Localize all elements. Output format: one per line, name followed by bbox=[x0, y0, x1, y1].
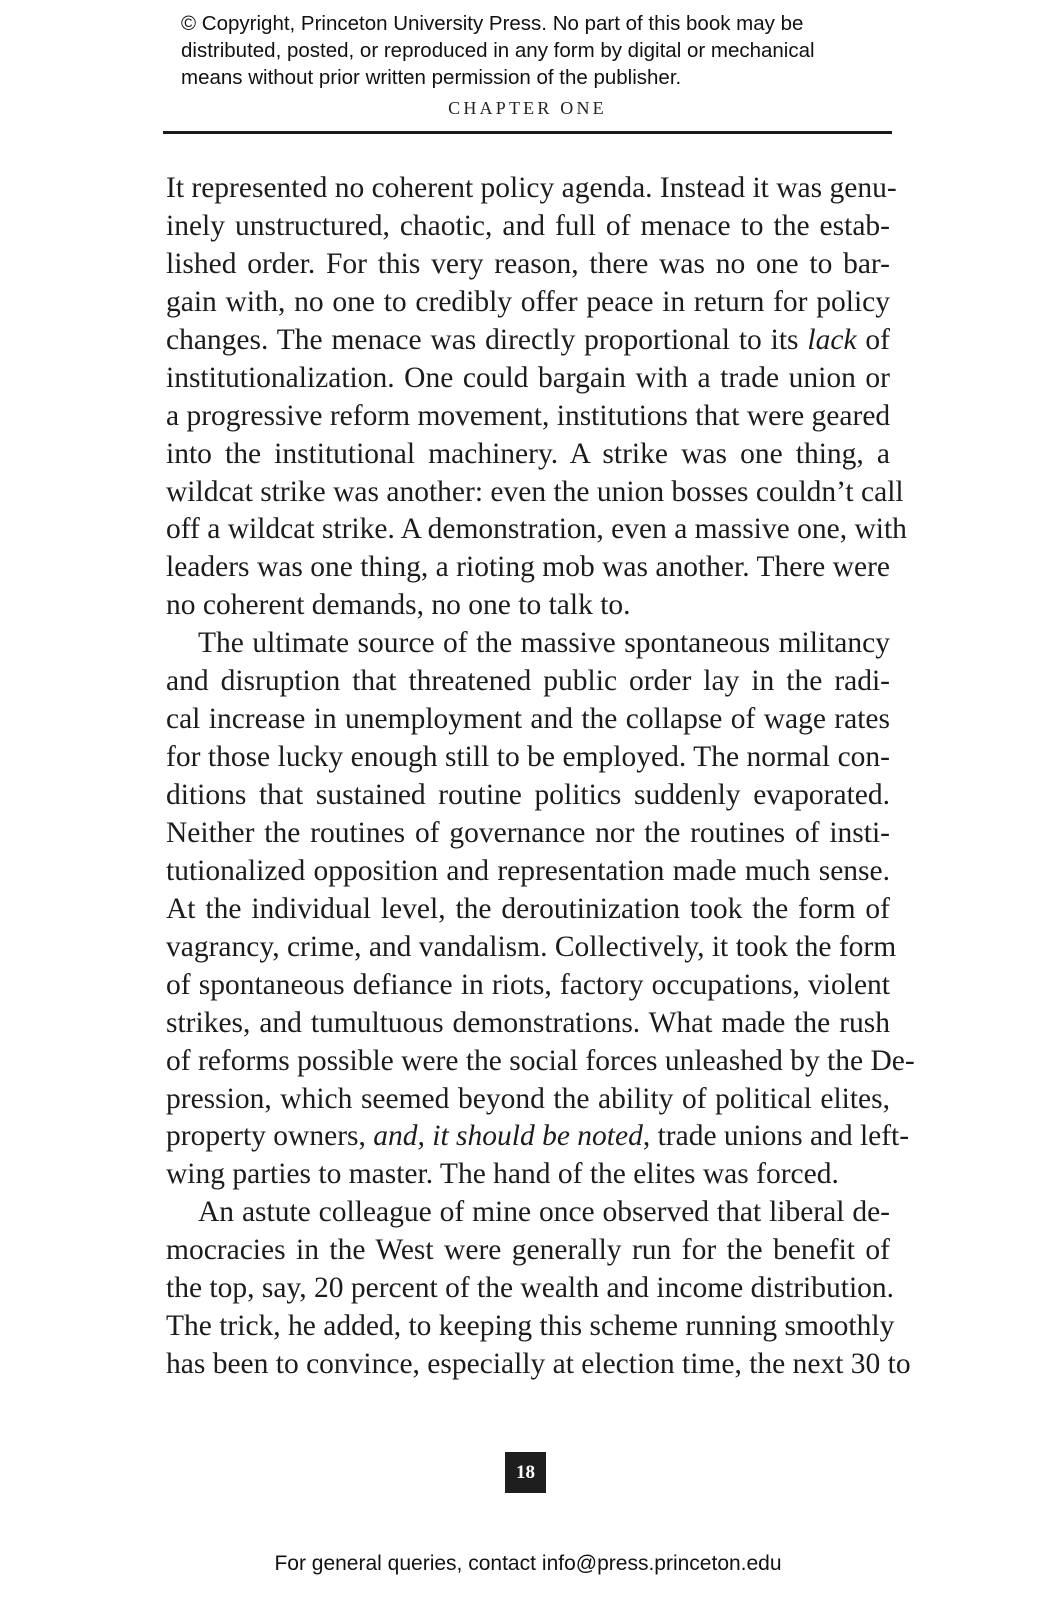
copyright-line: © Copyright, Princeton University Press. No part of this book may be bbox=[181, 12, 804, 35]
text-line: the top, say, 20 percent of the wealth and income distribution. bbox=[166, 1272, 895, 1305]
text-line bbox=[166, 322, 890, 360]
text-line: strikes, and tumultuous demonstrations. What made the rush bbox=[166, 1006, 890, 1039]
text-run: , trade unions and left- bbox=[642, 1120, 910, 1153]
text-run: property owners, bbox=[166, 1120, 374, 1153]
emphasis: lack bbox=[807, 323, 857, 356]
page-number: 18 bbox=[505, 1452, 546, 1493]
text-line: gain with, no one to credibly offer peace in return for policy bbox=[166, 285, 890, 318]
text-line: a progressive reform movement, institutions that were geared bbox=[166, 399, 891, 432]
text-line: into the institutional machinery. A strike was one thing, a bbox=[166, 437, 890, 470]
text-line: tutionalized opposition and representation made much sense. bbox=[166, 854, 890, 887]
text-line: The trick, he added, to keeping this scheme running smoothly bbox=[166, 1310, 895, 1343]
header-rule bbox=[163, 131, 892, 134]
text-line: off a wildcat strike. A demonstration, even a massive one, with bbox=[166, 513, 907, 546]
text-line: wing parties to master. The hand of the elites was forced. bbox=[166, 1158, 839, 1191]
paragraph-first-line: The ultimate source of the massive spontaneous militancy bbox=[198, 627, 890, 660]
text-line: vagrancy, crime, and vandalism. Collectively, it took the form bbox=[166, 930, 897, 963]
emphasis: and, it should be noted bbox=[373, 1120, 643, 1153]
text-run: changes. The menace was directly proportional to its bbox=[166, 323, 808, 356]
paragraph-first-line: An astute colleague of mine once observed that liberal de- bbox=[198, 1196, 890, 1229]
text-line: has been to convince, especially at election time, the next 30 to bbox=[166, 1348, 911, 1381]
text-line: It represented no coherent policy agenda. Instead it was genu- bbox=[166, 172, 897, 204]
copyright-line: means without prior written permission of the publisher. bbox=[181, 66, 682, 89]
running-head: CHAPTER ONE bbox=[448, 98, 607, 118]
text-line: At the individual level, the deroutinization took the form of bbox=[166, 892, 890, 925]
text-line: inely unstructured, chaotic, and full of menace to the estab- bbox=[166, 209, 890, 242]
body-text bbox=[166, 170, 915, 1384]
footer-text: For general queries, contact bbox=[274, 1552, 536, 1575]
contact-email-link[interactable]: info@press.princeton.edu bbox=[541, 1552, 782, 1575]
text-line: ditions that sustained routine politics suddenly evaporated. bbox=[166, 779, 890, 811]
text-run: of bbox=[856, 323, 890, 356]
footer-contact bbox=[0, 1552, 1050, 1576]
text-line: pression, which seemed beyond the ability of political elites, bbox=[166, 1082, 890, 1115]
text-line: of spontaneous defiance in riots, factory occupations, violent bbox=[166, 968, 890, 1001]
text-line: for those lucky enough still to be employed. The normal con- bbox=[166, 741, 890, 774]
text-line: leaders was one thing, a rioting mob was another. There were bbox=[166, 551, 890, 584]
text-line: no coherent demands, no one to talk to. bbox=[166, 589, 631, 622]
text-line bbox=[166, 1118, 910, 1156]
copyright-line: distributed, posted, or reproduced in any form by digital or mechanical bbox=[181, 39, 815, 62]
text-line: lished order. For this very reason, there was no one to bar- bbox=[166, 247, 890, 280]
copyright-notice bbox=[181, 10, 901, 91]
text-line: and disruption that threatened public order lay in the radi- bbox=[166, 665, 890, 698]
text-line: Neither the routines of governance nor the routines of insti- bbox=[166, 816, 890, 849]
text-line: mocracies in the West were generally run for the benefit of bbox=[166, 1234, 890, 1267]
text-line: cal increase in unemployment and the collapse of wage rates bbox=[166, 703, 890, 736]
text-line: of reforms possible were the social forces unleashed by the De- bbox=[166, 1044, 915, 1077]
text-line: wildcat strike was another: even the union bosses couldn’t call bbox=[166, 475, 904, 508]
text-line: institutionalization. One could bargain with a trade union or bbox=[166, 361, 890, 394]
